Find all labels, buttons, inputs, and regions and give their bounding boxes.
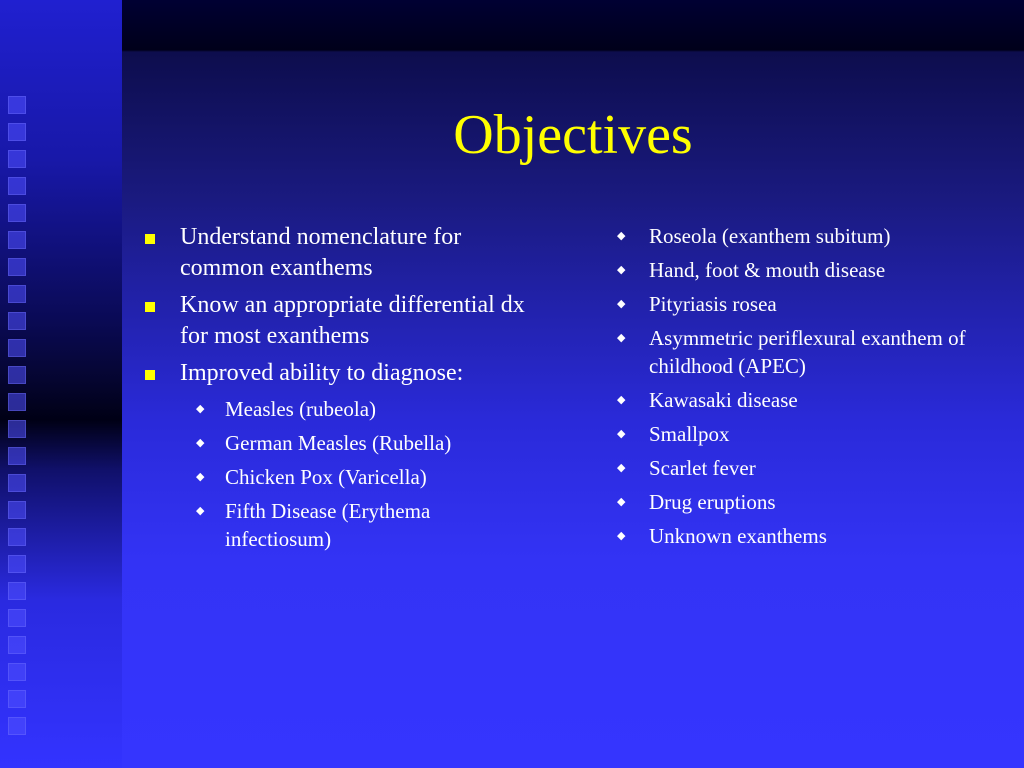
diamond-bullet-icon: ◆ <box>617 428 626 440</box>
list-item-text: Know an appropriate differential dx for most exanthems <box>180 292 525 349</box>
diamond-bullet-icon: ◆ <box>196 403 205 415</box>
list-item-text: Unknown exanthems <box>649 524 827 548</box>
decorative-square <box>8 366 26 384</box>
diamond-bullet-icon: ◆ <box>617 462 626 474</box>
decorative-square <box>8 393 26 411</box>
decorative-square <box>8 636 26 654</box>
decorative-square <box>8 447 26 465</box>
list-item <box>615 488 1015 516</box>
decorative-square <box>8 339 26 357</box>
list-item <box>615 256 1015 284</box>
sub-list-item <box>140 395 530 423</box>
list-item-text: Hand, foot & mouth disease <box>649 258 886 282</box>
decorative-square <box>8 150 26 168</box>
decorative-square <box>8 231 26 249</box>
right-bullet-column <box>615 222 1015 556</box>
list-item <box>615 420 1015 448</box>
diamond-bullet-icon: ◆ <box>617 298 626 310</box>
list-item <box>140 358 530 389</box>
decorative-square <box>8 609 26 627</box>
list-item-text: Kawasaki disease <box>649 388 798 412</box>
sub-list-item-text: Fifth Disease (Erythema infectiosum) <box>225 499 431 551</box>
list-item <box>615 522 1015 550</box>
list-item-text: Drug eruptions <box>649 490 776 514</box>
sub-list-item-text: Chicken Pox (Varicella) <box>225 465 427 489</box>
diamond-bullet-icon: ◆ <box>196 505 205 517</box>
sub-list-item <box>140 463 530 491</box>
square-bullet-icon <box>145 302 155 312</box>
list-item-text: Smallpox <box>649 422 730 446</box>
decorative-square <box>8 177 26 195</box>
decorative-square <box>8 717 26 735</box>
square-bullet-icon <box>145 370 155 380</box>
slide-title: Objectives <box>453 104 693 166</box>
diamond-bullet-icon: ◆ <box>617 530 626 542</box>
diamond-bullet-icon: ◆ <box>617 394 626 406</box>
list-item <box>615 324 1015 380</box>
left-decorative-strip <box>0 0 122 768</box>
list-item <box>140 290 530 352</box>
decorative-square <box>8 420 26 438</box>
diamond-bullet-icon: ◆ <box>196 437 205 449</box>
list-item-text: Improved ability to diagnose: <box>180 360 464 386</box>
decorative-square <box>8 123 26 141</box>
decorative-square <box>8 258 26 276</box>
left-bullet-column <box>140 222 530 559</box>
decorative-square <box>8 528 26 546</box>
diamond-bullet-icon: ◆ <box>617 332 626 344</box>
sub-list-item <box>140 497 530 553</box>
decorative-square <box>8 96 26 114</box>
diamond-bullet-icon: ◆ <box>617 264 626 276</box>
decorative-square <box>8 312 26 330</box>
diamond-bullet-icon: ◆ <box>617 230 626 242</box>
sub-list-item-text: German Measles (Rubella) <box>225 431 452 455</box>
decorative-squares <box>8 96 26 744</box>
list-item-text: Roseola (exanthem subitum) <box>649 224 891 248</box>
list-item-text: Pityriasis rosea <box>649 292 777 316</box>
sub-list-item <box>140 429 530 457</box>
list-item-text: Asymmetric periflexural exanthem of childhood (APEC) <box>649 326 966 378</box>
list-item <box>615 454 1015 482</box>
decorative-square <box>8 690 26 708</box>
sub-list-item-text: Measles (rubeola) <box>225 397 377 421</box>
diamond-bullet-icon: ◆ <box>617 496 626 508</box>
list-item <box>615 290 1015 318</box>
list-item-text: Scarlet fever <box>649 456 756 480</box>
decorative-square <box>8 285 26 303</box>
decorative-square <box>8 474 26 492</box>
decorative-square <box>8 204 26 222</box>
list-item-text: Understand nomenclature for common exanthems <box>180 224 462 281</box>
decorative-square <box>8 582 26 600</box>
decorative-square <box>8 501 26 519</box>
list-item <box>615 386 1015 414</box>
list-item <box>615 222 1015 250</box>
square-bullet-icon <box>145 234 155 244</box>
decorative-square <box>8 663 26 681</box>
list-item <box>140 222 530 284</box>
diamond-bullet-icon: ◆ <box>196 471 205 483</box>
decorative-square <box>8 555 26 573</box>
